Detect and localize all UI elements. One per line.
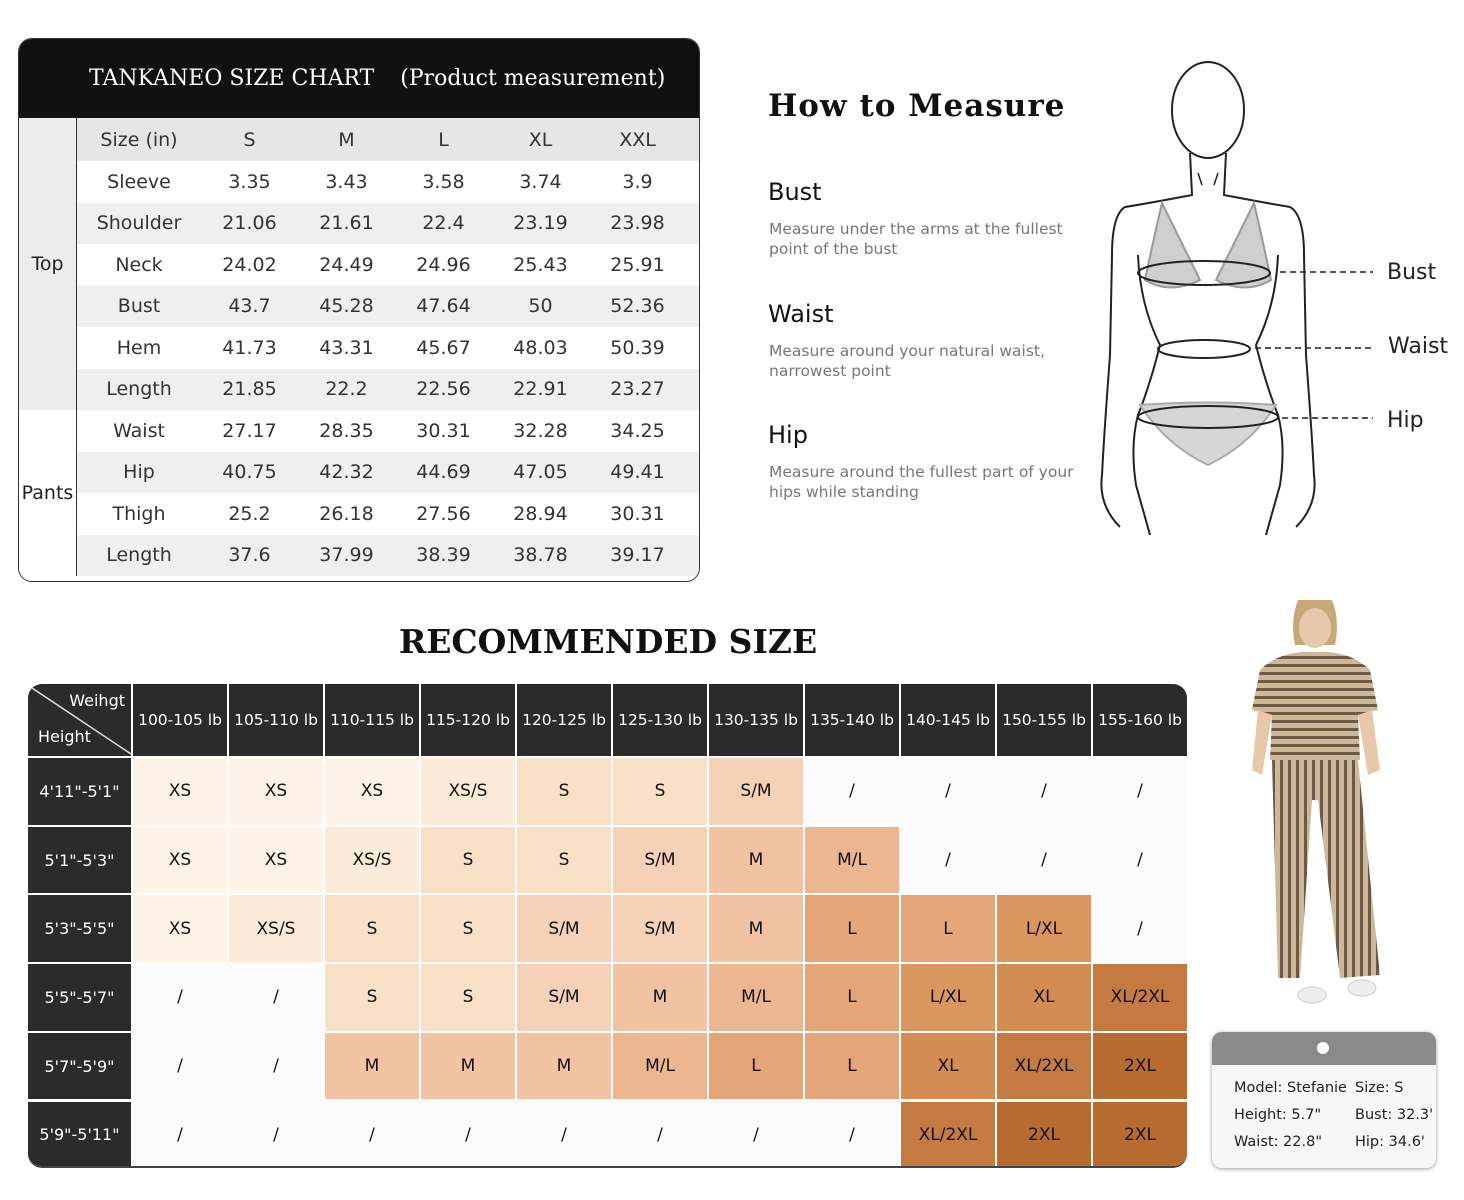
size-cell: / <box>419 1100 515 1169</box>
measurement-label: Bust <box>117 295 161 318</box>
measurement-value: 28.35 <box>319 419 374 442</box>
weight-header: 110-115 lb <box>323 684 419 756</box>
measurement-value: 24.49 <box>319 253 374 276</box>
measurement-value: 27.56 <box>416 502 471 525</box>
measurement-value: 50 <box>528 295 553 318</box>
corner-header <box>28 684 131 756</box>
measurement-row <box>77 203 699 245</box>
section-label-pants: Pants <box>19 410 77 576</box>
measurement-value: 30.31 <box>610 502 665 525</box>
measurement-value: 23.19 <box>513 212 568 235</box>
size-cell: / <box>1091 893 1187 962</box>
size-cell: M <box>515 1031 611 1100</box>
size-cell: L <box>707 1031 803 1100</box>
measurement-value: 41.73 <box>222 336 277 359</box>
measurement-value: 43.31 <box>319 336 374 359</box>
size-cell: L <box>899 893 995 962</box>
size-cell: / <box>899 825 995 894</box>
measurement-value: 24.02 <box>222 253 277 276</box>
measurement-value: 38.78 <box>513 544 568 567</box>
weight-header: 105-110 lb <box>227 684 323 756</box>
size-cell: / <box>803 756 899 825</box>
model-name: Model: Stefanie <box>1234 1080 1347 1096</box>
weight-header: 130-135 lb <box>707 684 803 756</box>
measurement-value: 47.05 <box>513 461 568 484</box>
measurement-label: Shoulder <box>96 212 182 235</box>
size-cell: / <box>227 1031 323 1100</box>
size-cell: S/M <box>515 893 611 962</box>
size-cell: XS <box>323 756 419 825</box>
size-cell: XS <box>131 893 227 962</box>
recommended-size-title: RECOMMENDED SIZE <box>398 622 818 661</box>
weight-header: 120-125 lb <box>515 684 611 756</box>
measurement-value: 23.98 <box>610 212 665 235</box>
how-to-measure-title: How to Measure <box>768 88 1066 124</box>
weight-header: 135-140 lb <box>803 684 899 756</box>
size-cell: / <box>227 1100 323 1169</box>
size-cell: S <box>419 962 515 1031</box>
model-waist: Waist: 22.8" <box>1234 1134 1323 1150</box>
size-cell: S <box>515 756 611 825</box>
size-cell: S/M <box>611 825 707 894</box>
size-cell: XL <box>995 962 1091 1031</box>
measurement-value: 48.03 <box>513 336 568 359</box>
measurement-row <box>77 327 699 369</box>
weight-header: 150-155 lb <box>995 684 1091 756</box>
measurement-value: 39.17 <box>610 544 665 567</box>
hip-description: Measure around the fullest part of your hips while standing <box>769 463 1074 501</box>
model-photo <box>1240 600 1400 1030</box>
model-height: Height: 5.7" <box>1234 1107 1322 1123</box>
waist-description: Measure around your natural waist, narrowest point <box>769 342 1045 380</box>
size-cell: / <box>515 1100 611 1169</box>
size-cell: XL/2XL <box>995 1031 1091 1100</box>
measurement-value: 27.17 <box>222 419 277 442</box>
measurement-label: Sleeve <box>107 170 171 193</box>
measurement-value: 23.27 <box>610 378 665 401</box>
measurement-value: 25.2 <box>228 502 271 525</box>
figure-label-waist: Waist <box>1388 334 1449 359</box>
measurement-value: 22.2 <box>325 378 368 401</box>
measurement-value: 45.67 <box>416 336 471 359</box>
measurement-value: 38.39 <box>416 544 471 567</box>
measurement-value: 3.35 <box>228 170 271 193</box>
size-cell: L/XL <box>899 962 995 1031</box>
tag-hole-icon <box>1317 1042 1329 1054</box>
size-cell: S/M <box>611 893 707 962</box>
measurement-row <box>77 161 699 203</box>
size-cell: XS/S <box>323 825 419 894</box>
measurement-row <box>77 493 699 535</box>
size-cell: S/M <box>707 756 803 825</box>
size-cell: / <box>131 1100 227 1169</box>
measurement-value: 34.25 <box>610 419 665 442</box>
size-cell: S <box>515 825 611 894</box>
size-header-cell: L <box>438 128 449 151</box>
waist-heading: Waist <box>768 300 834 328</box>
hip-heading: Hip <box>768 421 808 449</box>
measurement-value: 21.61 <box>319 212 374 235</box>
measurement-label: Length <box>106 544 172 567</box>
measurement-label: Hem <box>116 336 162 359</box>
model-hip: Hip: 34.6' <box>1355 1134 1425 1150</box>
measurement-label: Waist <box>113 419 165 442</box>
measurement-value: 42.32 <box>319 461 374 484</box>
measurement-row <box>77 369 699 411</box>
size-header-cell: XL <box>528 128 553 151</box>
measurement-value: 3.58 <box>422 170 465 193</box>
size-cell: S/M <box>515 962 611 1031</box>
measurement-value: 45.28 <box>319 295 374 318</box>
measurement-value: 44.69 <box>416 461 471 484</box>
measurement-row <box>77 286 699 328</box>
size-header-cell: Size (in) <box>100 128 178 151</box>
size-cell: / <box>131 962 227 1031</box>
measurement-row <box>77 244 699 286</box>
measurement-label: Length <box>106 378 172 401</box>
size-chart-header <box>19 39 699 118</box>
size-cell: M/L <box>803 825 899 894</box>
measurement-value: 3.9 <box>622 170 653 193</box>
height-axis-label: Height <box>38 727 91 746</box>
tag-header <box>1212 1032 1436 1065</box>
weight-header: 115-120 lb <box>419 684 515 756</box>
height-header: 4'11"-5'1" <box>28 756 131 825</box>
size-cell: XS <box>227 825 323 894</box>
size-cell: / <box>227 962 323 1031</box>
size-cell: / <box>323 1100 419 1169</box>
size-cell: XS <box>131 756 227 825</box>
size-cell: S <box>323 893 419 962</box>
size-cell: M <box>323 1031 419 1100</box>
size-cell: XS <box>227 756 323 825</box>
size-cell: XS/S <box>227 893 323 962</box>
measurement-label: Hip <box>123 461 155 484</box>
size-cell: M <box>419 1031 515 1100</box>
section-label-top: Top <box>19 118 77 410</box>
size-cell: M <box>707 825 803 894</box>
weight-header: 155-160 lb <box>1091 684 1187 756</box>
measurement-value: 22.56 <box>416 378 471 401</box>
size-cell: / <box>611 1100 707 1169</box>
size-chart-subtitle: (Product measurement) <box>400 66 666 91</box>
size-cell: S <box>419 893 515 962</box>
model-info-tag <box>1212 1032 1436 1168</box>
height-header: 5'9"-5'11" <box>28 1100 131 1169</box>
size-cell: / <box>707 1100 803 1169</box>
size-cell: L <box>803 962 899 1031</box>
model-bust: Bust: 32.3' <box>1355 1107 1434 1123</box>
measurement-value: 3.74 <box>519 170 562 193</box>
size-cell: S <box>323 962 419 1031</box>
size-cell: M <box>611 962 707 1031</box>
size-cell: L <box>803 893 899 962</box>
measurement-label: Neck <box>115 253 163 276</box>
measurement-value: 24.96 <box>416 253 471 276</box>
size-header-cell: M <box>338 128 355 151</box>
measurement-value: 40.75 <box>222 461 277 484</box>
height-header: 5'7"-5'9" <box>28 1031 131 1100</box>
height-header: 5'5"-5'7" <box>28 962 131 1031</box>
measurement-value: 43.7 <box>228 295 271 318</box>
size-cell: / <box>1091 825 1187 894</box>
body-measurement-figure <box>1090 55 1390 545</box>
measurement-value: 25.43 <box>513 253 568 276</box>
size-chart-title: TANKANEO SIZE CHART <box>89 66 375 91</box>
measurement-value: 30.31 <box>416 419 471 442</box>
measurement-value: 47.64 <box>416 295 471 318</box>
size-cell: 2XL <box>995 1100 1091 1169</box>
bust-description: Measure under the arms at the fullest point of the bust <box>769 220 1063 258</box>
measurement-value: 28.94 <box>513 502 568 525</box>
measurement-value: 52.36 <box>610 295 665 318</box>
size-header-cell: XXL <box>619 128 656 151</box>
figure-label-hip: Hip <box>1387 408 1424 433</box>
measurement-value: 3.43 <box>325 170 368 193</box>
size-cell: / <box>803 1100 899 1169</box>
measurement-value: 32.28 <box>513 419 568 442</box>
size-cell: 2XL <box>1091 1100 1187 1169</box>
measurement-value: 37.6 <box>228 544 271 567</box>
recommended-size-table <box>28 684 1187 1168</box>
height-header: 5'3"-5'5" <box>28 893 131 962</box>
size-cell: M <box>707 893 803 962</box>
size-chart-body <box>19 118 699 581</box>
measurement-value: 21.85 <box>222 378 277 401</box>
bust-heading: Bust <box>768 178 822 206</box>
weight-axis-label: Weihgt <box>69 691 125 710</box>
size-cell: / <box>995 756 1091 825</box>
weight-header: 100-105 lb <box>131 684 227 756</box>
how-to-measure <box>768 88 1065 124</box>
measurement-value: 37.99 <box>319 544 374 567</box>
size-cell: L/XL <box>995 893 1091 962</box>
size-cell: XS <box>131 825 227 894</box>
measurement-value: 50.39 <box>610 336 665 359</box>
measurement-row <box>77 410 699 452</box>
size-cell: S <box>419 825 515 894</box>
size-cell: S <box>611 756 707 825</box>
size-header-cell: S <box>243 128 256 151</box>
measurement-value: 22.91 <box>513 378 568 401</box>
size-cell: XL/2XL <box>1091 962 1187 1031</box>
size-cell: M/L <box>707 962 803 1031</box>
product-size-chart <box>18 38 700 582</box>
size-cell: XL <box>899 1031 995 1100</box>
measurement-value: 25.91 <box>610 253 665 276</box>
figure-label-bust: Bust <box>1387 260 1437 285</box>
height-header: 5'1"-5'3" <box>28 825 131 894</box>
size-cell: / <box>131 1031 227 1100</box>
measurement-value: 49.41 <box>610 461 665 484</box>
measurement-row <box>77 535 699 577</box>
size-cell: XS/S <box>419 756 515 825</box>
measurement-row <box>77 452 699 494</box>
weight-header: 140-145 lb <box>899 684 995 756</box>
size-cell: / <box>995 825 1091 894</box>
size-cell: L <box>803 1031 899 1100</box>
measurement-value: 21.06 <box>222 212 277 235</box>
size-cell: M/L <box>611 1031 707 1100</box>
model-size: Size: S <box>1355 1080 1404 1096</box>
size-cell: 2XL <box>1091 1031 1187 1100</box>
measurement-value: 26.18 <box>319 502 374 525</box>
size-cell: / <box>1091 756 1187 825</box>
measurement-label: Thigh <box>112 502 166 525</box>
size-cell: XL/2XL <box>899 1100 995 1169</box>
measurement-value: 22.4 <box>422 212 465 235</box>
size-cell: / <box>899 756 995 825</box>
size-header-row <box>77 118 699 161</box>
weight-header: 125-130 lb <box>611 684 707 756</box>
